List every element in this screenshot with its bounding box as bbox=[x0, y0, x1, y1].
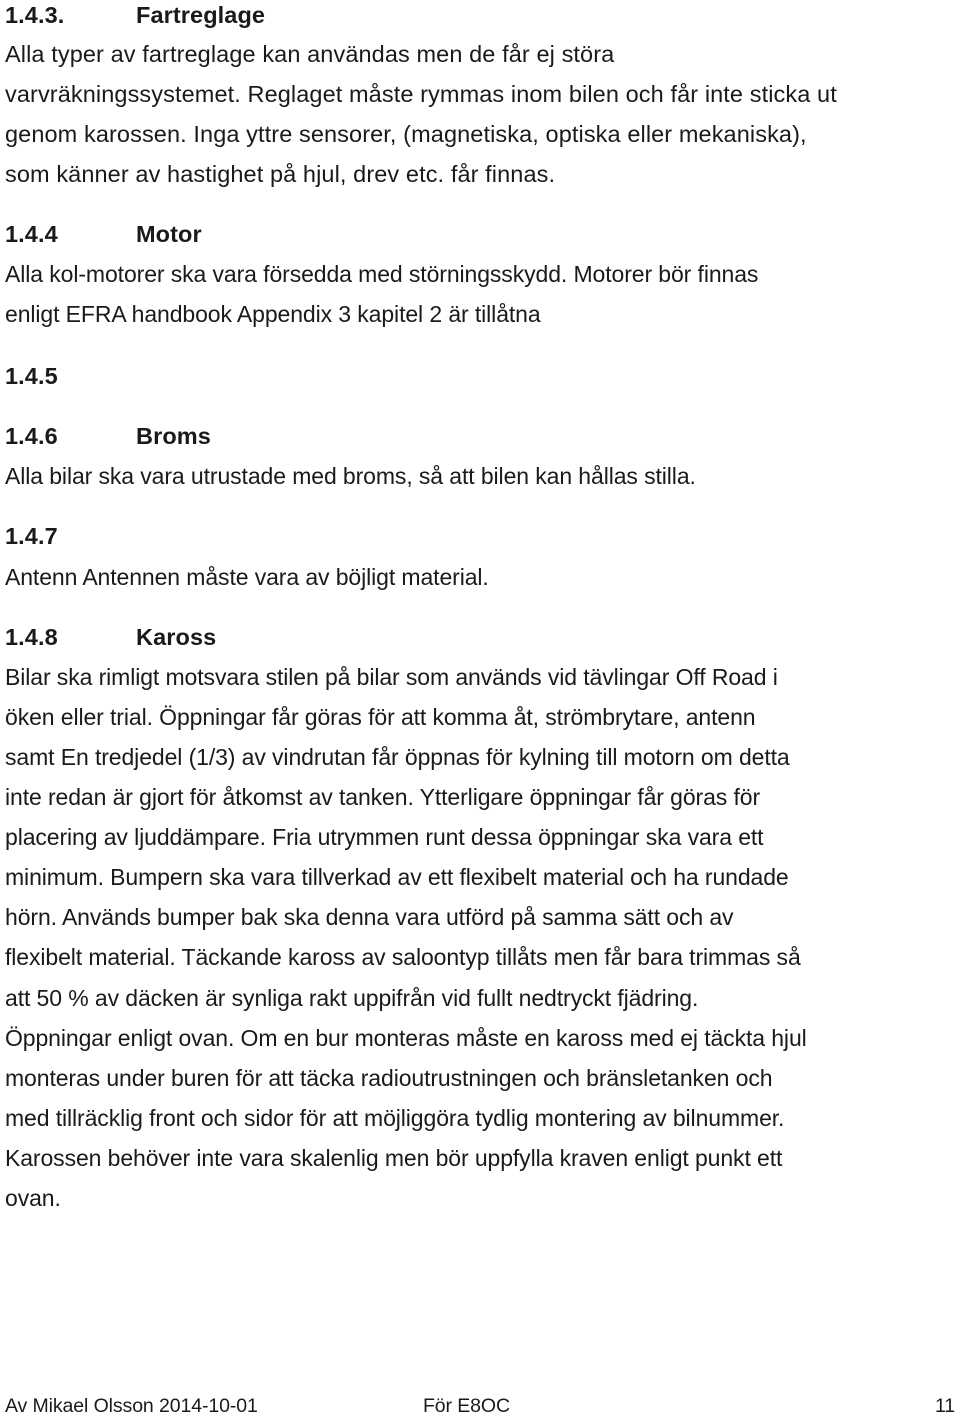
section-heading-1-4-5 bbox=[5, 361, 136, 391]
section-heading-1-4-8 bbox=[5, 622, 216, 652]
paragraph-line: ovan. bbox=[5, 1185, 61, 1211]
paragraph-line: Bilar ska rimligt motsvara stilen på bilar som används vid tävlingar Off Road i bbox=[5, 664, 778, 690]
paragraph-line: inte redan är gjort för åtkomst av tanken. Ytterligare öppningar får göras för bbox=[5, 784, 761, 810]
section-heading-1-4-6 bbox=[5, 421, 211, 451]
section-title: Kaross bbox=[136, 624, 217, 650]
paragraph-line: Alla bilar ska vara utrustade med broms, så att bilen kan hållas stilla. bbox=[5, 463, 696, 489]
page-footer bbox=[5, 1394, 955, 1418]
paragraph-line: öken eller trial. Öppningar får göras för att komma åt, strömbrytare, antenn bbox=[5, 704, 756, 730]
paragraph-line: flexibelt material. Täckande kaross av saloontyp tillåts men får bara trimmas så bbox=[5, 944, 801, 970]
footer-recipient: För E8OC bbox=[423, 1395, 510, 1417]
paragraph-line: varvräkningssystemet. Reglaget måste rymmas inom bilen och får inte sticka ut bbox=[5, 81, 837, 107]
footer-author: Av Mikael Olsson 2014-10-01 bbox=[5, 1395, 258, 1417]
section-title: Fartreglage bbox=[136, 2, 266, 28]
section-number: 1.4.8 bbox=[5, 624, 58, 650]
paragraph-line: Öppningar enligt ovan. Om en bur monteras måste en kaross med ej täckta hjul bbox=[5, 1025, 807, 1051]
section-heading-1-4-3 bbox=[5, 0, 265, 30]
section-title: Broms bbox=[136, 423, 211, 449]
paragraph-line: som känner av hastighet på hjul, drev etc. får finnas. bbox=[5, 161, 556, 187]
paragraph-line: att 50 % av däcken är synliga rakt uppifrån vid fullt nedtryckt fjädring. bbox=[5, 985, 699, 1011]
section-number: 1.4.5 bbox=[5, 363, 58, 389]
footer-page-number: 11 bbox=[934, 1395, 955, 1417]
paragraph-line: minimum. Bumpern ska vara tillverkad av ett flexibelt material och ha rundade bbox=[5, 864, 789, 890]
paragraph-line: enligt EFRA handbook Appendix 3 kapitel 2 är tillåtna bbox=[5, 301, 541, 327]
paragraph-line: samt En tredjedel (1/3) av vindrutan får öppnas för kylning till motorn om detta bbox=[5, 744, 790, 770]
paragraph-line: Alla kol-motorer ska vara försedda med störningsskydd. Motorer bör finnas bbox=[5, 261, 759, 287]
section-number: 1.4.3. bbox=[5, 2, 65, 28]
paragraph-line: hörn. Används bumper bak ska denna vara utförd på samma sätt och av bbox=[5, 904, 734, 930]
section-number: 1.4.4 bbox=[5, 221, 58, 247]
paragraph-line: Alla typer av fartreglage kan användas men de får ej störa bbox=[5, 41, 615, 67]
section-title: Motor bbox=[136, 221, 202, 247]
section-heading-1-4-4 bbox=[5, 219, 202, 249]
section-number: 1.4.6 bbox=[5, 423, 58, 449]
paragraph-line: med tillräcklig front och sidor för att möjliggöra tydlig montering av bilnummer. bbox=[5, 1105, 785, 1131]
paragraph-line: Antenn Antennen måste vara av böjligt material. bbox=[5, 564, 489, 590]
paragraph-line: genom karossen. Inga yttre sensorer, (magnetiska, optiska eller mekaniska), bbox=[5, 121, 807, 147]
paragraph-line: monteras under buren för att täcka radioutrustningen och bränsletanken och bbox=[5, 1065, 773, 1091]
section-heading-1-4-7 bbox=[5, 521, 136, 551]
section-number: 1.4.7 bbox=[5, 523, 58, 549]
paragraph-line: placering av ljuddämpare. Fria utrymmen runt dessa öppningar ska vara ett bbox=[5, 824, 764, 850]
paragraph-line: Karossen behöver inte vara skalenlig men bör uppfylla kraven enligt punkt ett bbox=[5, 1145, 783, 1171]
